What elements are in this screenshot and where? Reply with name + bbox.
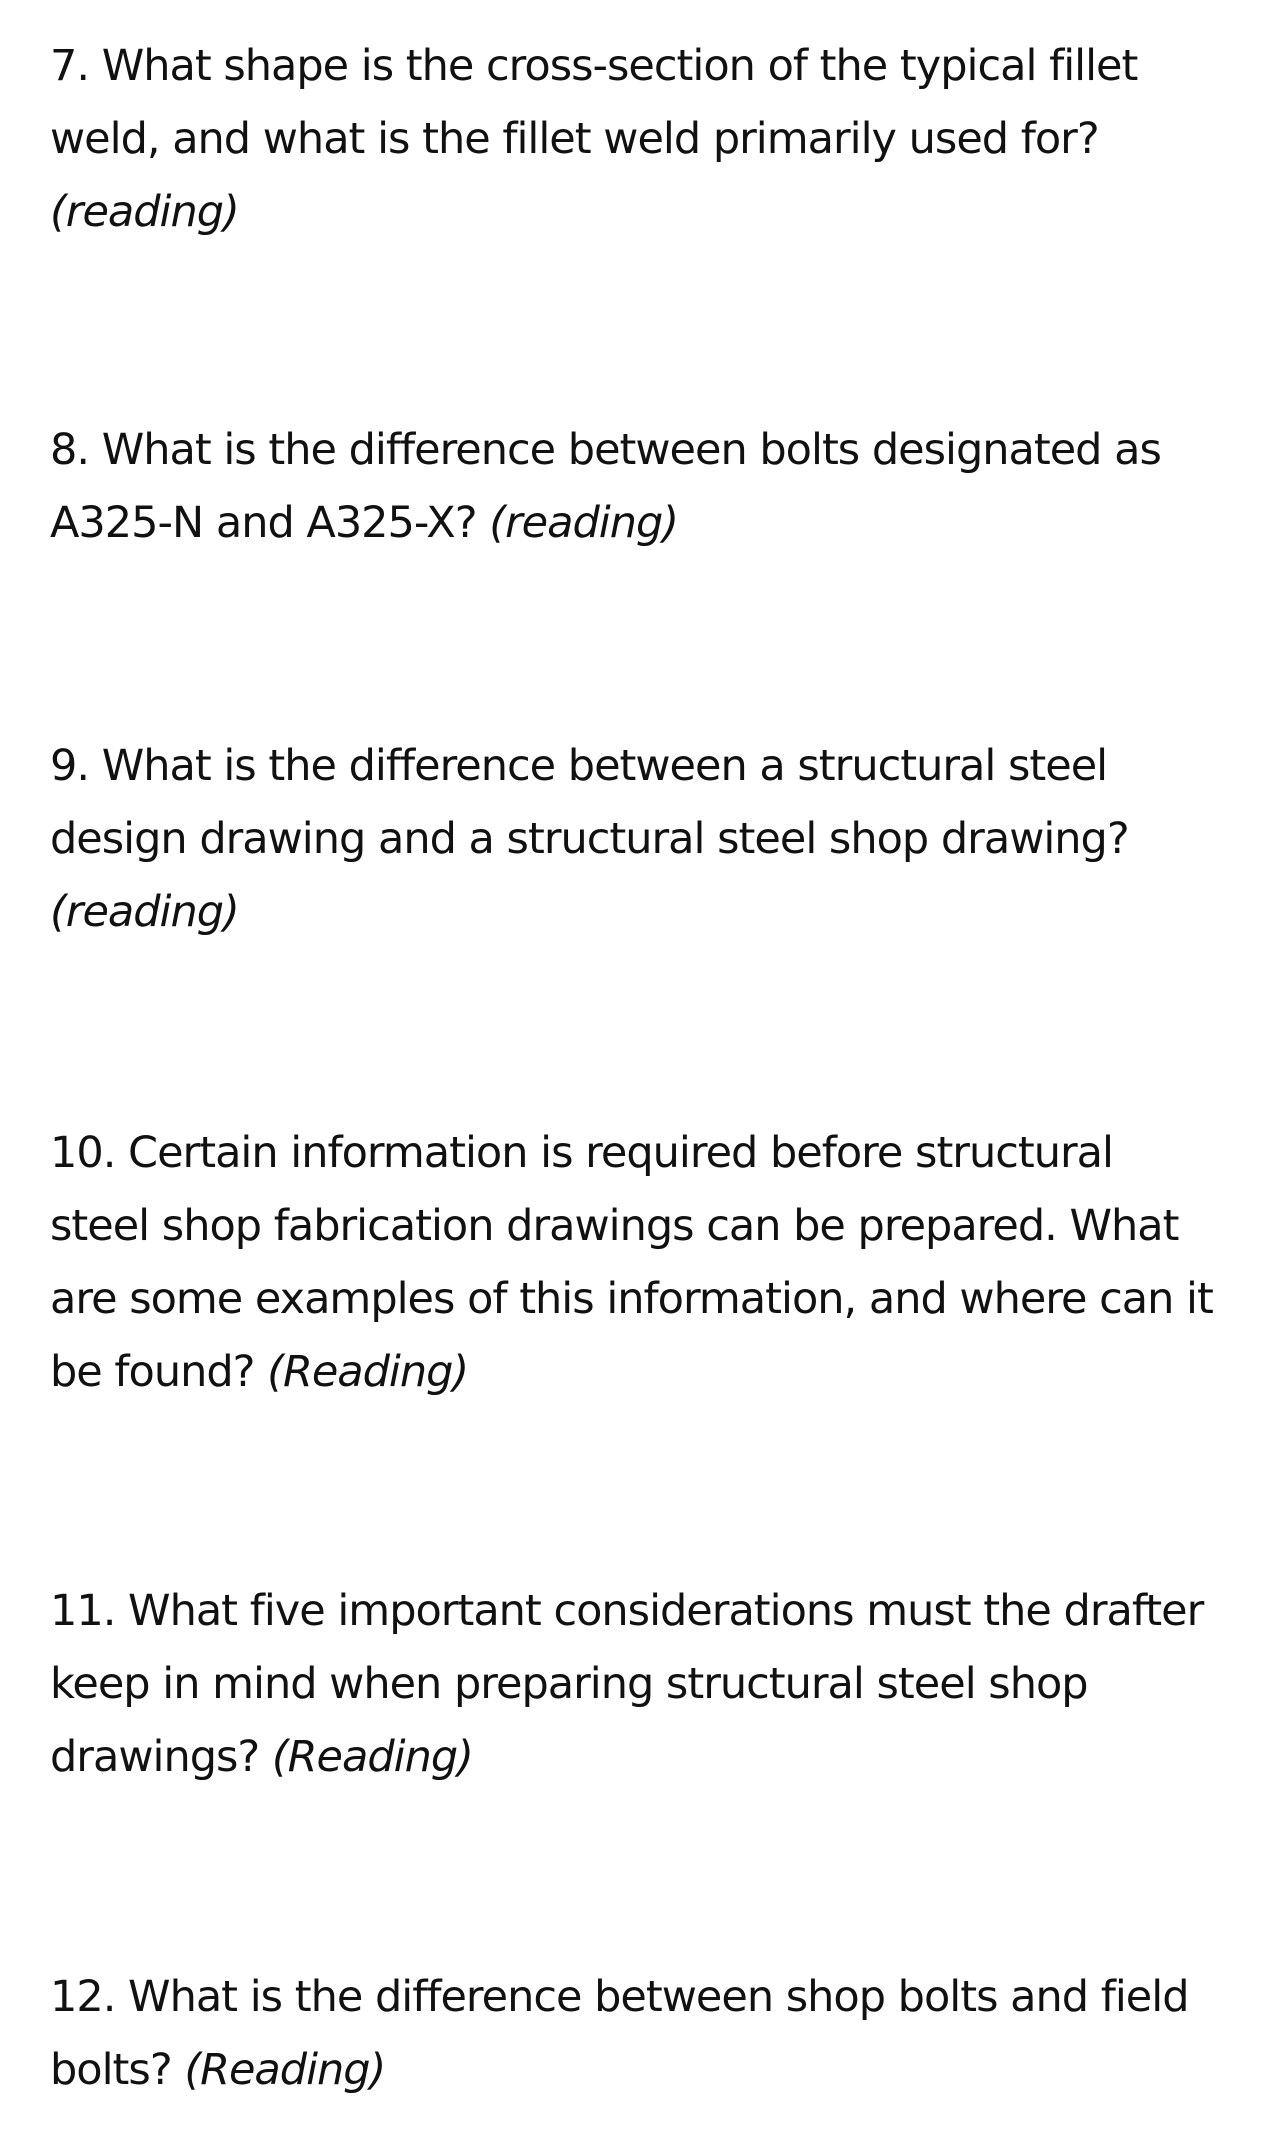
question-tail-text: be found? [50,1347,268,1397]
reading-note: (reading) [50,887,239,937]
reading-note: (reading) [489,498,679,548]
question-line: are some examples of this information, and where can it [50,1274,1213,1324]
question-last-line [50,1336,1250,1409]
reading-note: (reading) [50,187,239,237]
question-line: weld, and what is the fillet weld primarily used for? [50,114,1099,164]
question-line: 12. What is the difference between shop bolts and field [50,1972,1189,2022]
question-last-line [50,176,1250,249]
question-line: 7. What shape is the cross-section of the typical fillet [50,41,1138,91]
question-7 [50,30,1250,249]
question-line: steel shop fabrication drawings can be prepared. What [50,1201,1179,1251]
reading-note: (Reading) [184,2045,386,2095]
question-line: design drawing and a structural steel shop drawing? [50,814,1129,864]
question-last-line [50,876,1250,949]
question-tail-text: bolts? [50,2045,185,2095]
question-line: 9. What is the difference between a structural steel [50,741,1108,791]
question-line: keep in mind when preparing structural steel shop [50,1659,1088,1709]
reading-note: (Reading) [267,1347,469,1397]
question-9 [50,730,1250,949]
question-tail-text: A325-N and A325-X? [50,498,490,548]
question-10 [50,1117,1250,1409]
question-11 [50,1575,1250,1794]
question-last-line [50,2034,1250,2107]
question-last-line [50,1721,1250,1794]
question-8 [50,414,1250,560]
reading-note: (Reading) [271,1732,473,1782]
question-tail-text: drawings? [50,1732,272,1782]
question-last-line [50,487,1250,560]
question-line: 10. Certain information is required before structural [50,1128,1113,1178]
question-line: 8. What is the difference between bolts designated as [50,425,1161,475]
question-12 [50,1961,1250,2107]
question-line: 11. What five important considerations must the drafter [50,1586,1204,1636]
